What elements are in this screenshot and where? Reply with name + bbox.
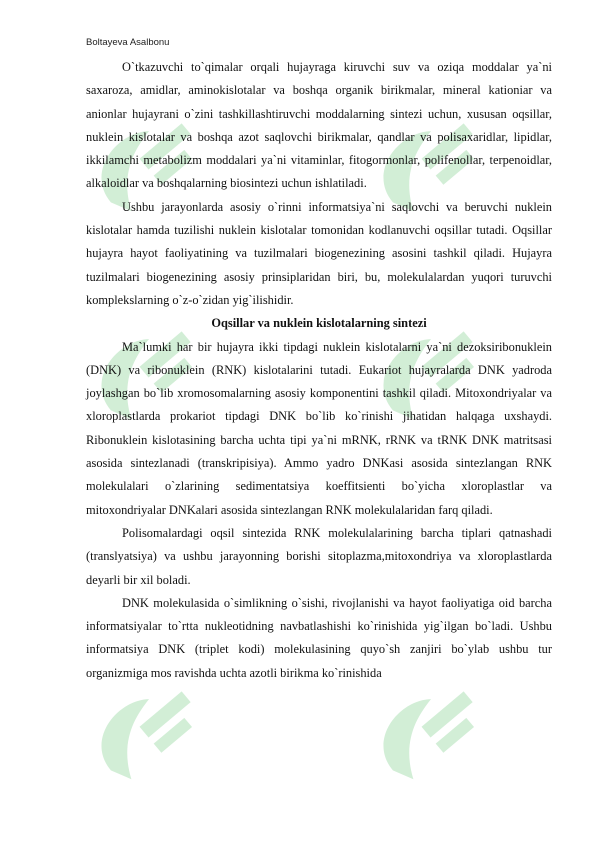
paragraph: Ma`lumki har bir hujayra ikki tipdagi nuklein kislotalarni ya`ni dezoksiribonuklein (DNK) va ribonuklein (RNK) kislotalarini tutadi. Eukariot hujayralarda DNK yadroda joylashgan bo`lib xromosomalarning asosiy komponentini tashkil qiladi. Mitoxondriyalar va xloroplastlarda prokariot tipdagi DNK bo`lib ko`rinishi jihatidan halqaga uxshaydi. Ribonuklein kislotasining barcha uchta tipi ya`ni mRNK, rRNK va tRNK DNK matritsasi asosida sintezlanadi (transkripisiya). Ammo yadro DNKasi asosida sintezlangan RNK molekulalari o`zlarining sedimentatsiya koeffitsienti bo`yicha xloroplastlar va mitoxondriyalar DNKalari asosida sintezlangan RNK molekulalaridan farq qiladi. [86,339,552,517]
document-body [86,56,552,685]
page-header-author: Boltayeva Asalbonu [86,37,170,48]
section-heading: Oqsillar va nuklein kislotalarning sintezi [211,316,427,331]
paragraph: DNK molekulasida o`simlikning o`sishi, rivojlanishi va hayot faoliyatiga oid barcha informatsiyalar to`rtta nukleotidning navbatlashishi ko`rinishida yig`ilgan bo`ladi. Ushbu informatsiya DNK (triplet kodi) molekulasining quyo`sh zanjiri bo`ylab ushbu tur organizmiga mos ravishda uchta azotli birikma ko`rinishida [86,595,552,680]
paragraph: Ushbu jarayonlarda asosiy o`rinni informatsiya`ni saqlovchi va beruvchi nuklein kislotalar hamda tuzilishi nuklein kislotalar tomonidan kodlanuvchi oqsillar tutadi. Oqsillar hujayra hayot faoliyatining va tuzilmalari biogenezining asosini tashkil qiladi. Hujayra tuzilmalari biogenezining asosiy prinsiplaridan biri, bu, molekulalardan yuqori turuvchi komplekslarning o`z-o`zidan yig`ilishidir. [86,199,552,307]
paragraph: O`tkazuvchi to`qimalar orqali hujayraga kiruvchi suv va oziqa moddalar ya`ni saxaroza, amidlar, aminokislotalar va boshqa organik birikmalar, mineral kationiar va anionlar hujayrani o`zini tashkillashtiruvchi moddalarning sintezi uchun, xususan oqsillar, nuklein kislotalar va boshqa azot saqlovchi birikmalar, qandlar va polisaxaridlar, lipidlar, ikkilamchi metabolizm moddalari ya`ni vitaminlar, fitogormonlar, polifenollar, terpenoidlar, alkaloidlar va boshqalarning biosintezi uchun ishlatiladi. [86,60,552,191]
paragraph: Polisomalardagi oqsil sintezida RNK molekulalarining barcha tiplari qatnashadi (translyatsiya) va ushbu jarayonning borishi sitoplazma,mitoxondriya va xloroplastlarda deyarli bir xil boladi. [86,525,552,587]
